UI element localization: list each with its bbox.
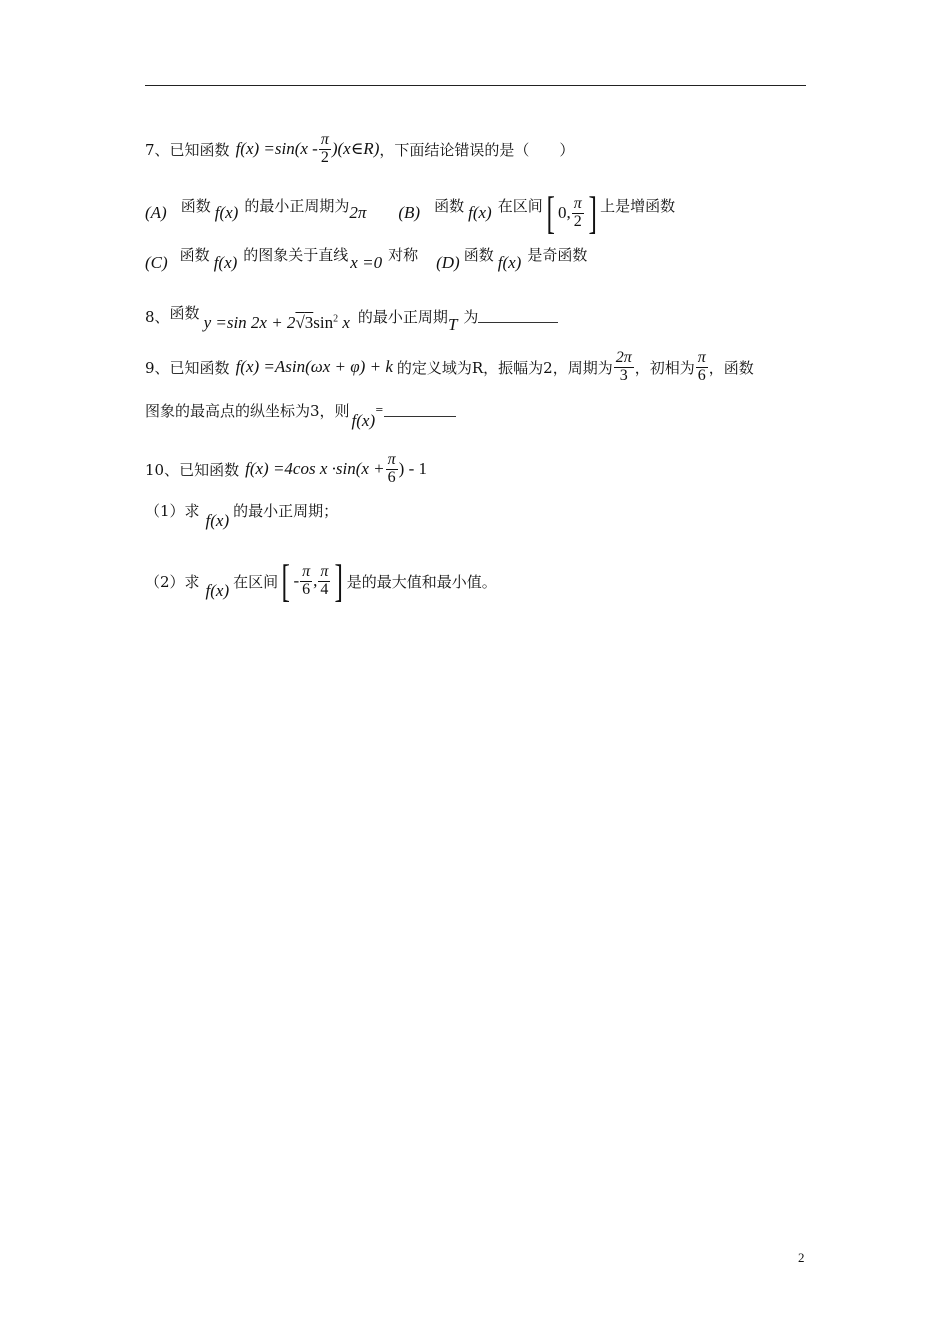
q7-option-b-text3: 上是增函数 [600,196,676,215]
q7-option-c-text2: 的图象关于直线 [243,246,349,264]
header-rule [145,85,806,86]
q7-option-d-label: (D) [436,252,460,272]
q7-option-a-fx: f(x) [214,203,239,222]
q7-option-b-text1: 函数 [434,196,465,215]
q7-number: 7、 [145,140,170,159]
q7-text: 已知函数 [169,140,230,159]
q10-subquestion-1 [145,500,339,530]
q10-s1-fx: f(x) [205,510,230,530]
q10-number: 10、 [145,460,180,479]
q10-s1-label: （1）求 [145,502,200,520]
q8-answer-blank[interactable] [478,310,558,323]
q7-option-a-label: (A) [145,203,167,222]
q9-period-fraction: $\frac{2\pi}{3}$ [615,349,632,384]
q7-option-b-text2: 在区间 [497,196,543,215]
q9-expression: f(x) =Asin(ωx + φ) + k [235,357,393,377]
q7-option-a-text1: 函数 [180,196,211,215]
q7-option-d-fx: f(x) [497,252,522,272]
q7-option-a-value: 2π [349,203,367,222]
q8-text1: 函数 [169,304,200,322]
question-9-line2 [145,400,456,430]
q9-text1: 已知函数 [169,358,230,377]
q7-fraction: $\frac{\pi}{2}$ [320,131,329,166]
q8-period-symbol: T [447,314,458,334]
q7-option-b-label: (B) [398,203,421,222]
q7-option-a-text2: 的最小正周期为 [244,196,350,215]
q9-fx: f(x) [351,410,376,430]
q9-text4: ，函数 [708,358,754,377]
q9-equals: = [375,405,384,416]
q8-text3: 为 [463,308,479,326]
q8-text2: 的最小正周期 [357,308,448,326]
q7-option-c-label: (C) [145,252,168,272]
q10-s2-label: （2）求 [145,572,200,591]
q9-phase-fraction: $\frac{\pi}{6}$ [697,349,706,384]
q7-option-d-text2: 是奇函数 [527,246,588,264]
q10-expression: f(x) =4cos x ·sin(x + [245,459,385,479]
q8-expression: y =sin $2x + 2√3\sin^2$ x [203,312,350,332]
q10-s2-interval: [ - $\frac{\pi}{6}$ , $\frac{\pi}{4}$ ] [281,555,344,606]
q7-function: f(x) =sin(x - [235,139,318,159]
q7-option-b-interval: [ 0, $\frac{\pi}{2}$ ] [546,187,597,238]
q7-domain: )(x∈R) [331,139,380,159]
q7-option-c-fx: f(x) [213,252,238,272]
question-10 [145,452,427,487]
q7-options-cd [145,246,588,273]
q7-option-d-text1: 函数 [463,246,494,264]
q7-option-c-text3: 对称 [388,246,419,264]
q10-text1: 已知函数 [179,460,240,479]
question-8 [145,304,558,334]
q10-s1-text: 的最小正周期； [233,502,339,520]
q9-answer-blank[interactable] [384,404,456,417]
q8-number: 8、 [145,308,170,326]
q7-option-c-text1: 函数 [179,246,210,264]
q7-options-ab [145,187,676,238]
q9-number: 9、 [145,358,170,377]
q9-text2: 的定义域为R，振幅为2，周期为 [396,358,613,377]
q7-option-c-equation: x =0 [350,252,383,272]
q7-option-b-fx: f(x) [468,203,492,222]
q10-subquestion-2 [145,555,497,606]
q9-line2-text: 图象的最高点的纵坐标为3，则 [145,402,350,420]
question-9 [145,350,754,385]
q10-fraction: $\frac{\pi}{6}$ [387,451,396,486]
q7-prompt: ，下面结论错误的是（ ） [379,140,575,159]
q10-expression-end: ) - 1 [398,459,427,479]
q9-text3: ，初相为 [634,358,695,377]
page-number: 2 [798,1250,805,1265]
q10-s2-text2: 是的最大值和最小值。 [346,572,497,591]
question-7 [145,132,574,167]
q10-s2-text1: 在区间 [233,572,279,591]
q10-s2-fx: f(x) [205,581,230,600]
